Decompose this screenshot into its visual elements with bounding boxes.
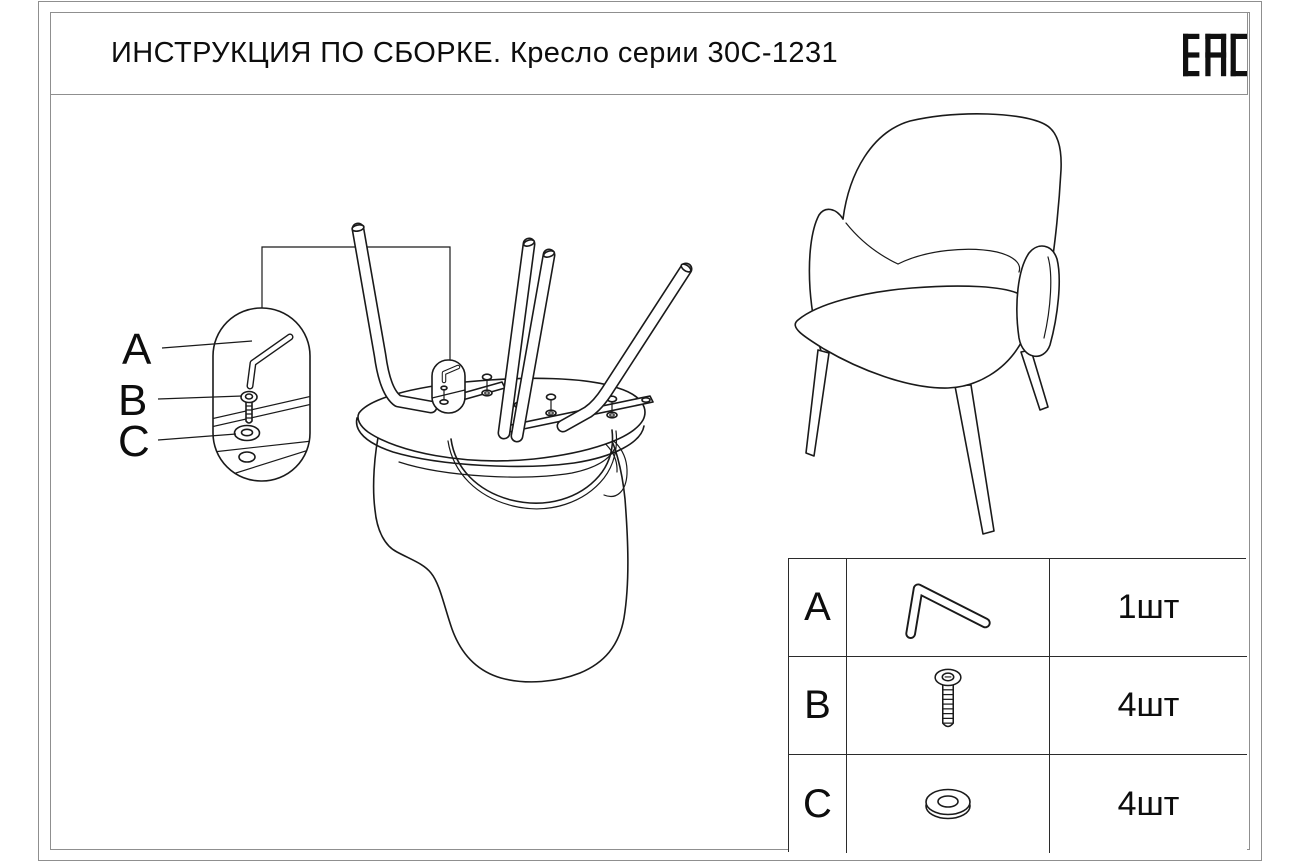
parts-table-letter-cell [789,755,847,853]
parts-table-icon-cell [847,657,1050,755]
page-title: ИНСТРУКЦИЯ ПО СБОРКЕ. Кресло серии 30С-1231 [111,37,839,69]
part-quantity: 4шт [1117,686,1180,724]
assembled-chair-drawing [795,114,1061,534]
parts-table-letter-cell [789,559,847,657]
parts-table-qty-cell [1050,657,1247,755]
part-quantity: 4шт [1117,784,1180,823]
callout-label-b: B [118,376,148,425]
parts-table-icon-cell [847,559,1050,657]
parts-table [788,558,1246,852]
parts-table-qty-cell [1050,755,1247,853]
part-quantity: 1шт [1117,588,1180,626]
hex-key-icon [888,576,1008,640]
screw-icon [926,666,970,746]
callout-label-a: A [122,325,152,374]
parts-table-qty-cell [1050,559,1247,657]
part-letter: B [804,683,831,727]
parts-table-icon-cell [847,755,1050,853]
callout-label-c: C [118,417,150,466]
washer-icon [910,779,986,829]
parts-table-letter-cell [789,657,847,755]
fastening-point-capsule [432,360,465,413]
parts-detail-capsule [211,308,312,481]
part-letter: C [803,781,832,826]
upside-down-chair-drawing [352,224,693,682]
washer-detail [235,426,260,441]
part-letter: A [804,585,831,629]
